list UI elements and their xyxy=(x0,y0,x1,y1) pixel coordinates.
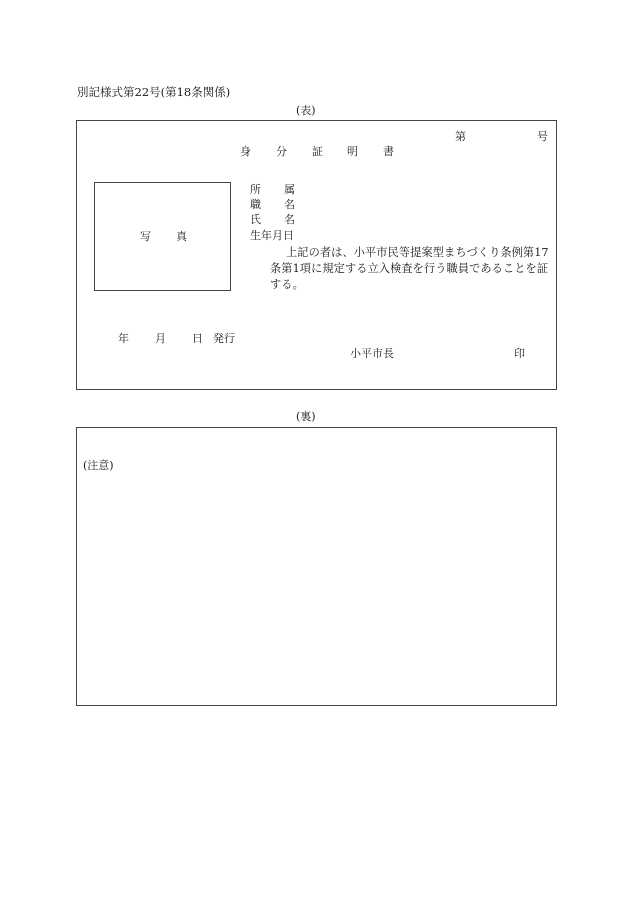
issue-date-char: 年 xyxy=(118,332,129,345)
back-section-label: (裏) xyxy=(296,410,316,423)
certification-statement xyxy=(270,245,552,293)
form-header: 別記様式第22号(第18条関係) xyxy=(77,85,231,99)
notes-label: (注意) xyxy=(83,459,114,472)
photo-placeholder xyxy=(94,182,231,291)
field-name-char: 氏 xyxy=(250,213,261,226)
photo-label-char: 真 xyxy=(176,230,187,243)
issuer-name: 小平市長 xyxy=(350,347,394,360)
photo-label-char: 写 xyxy=(140,230,151,243)
field-affiliation-char: 属 xyxy=(284,183,295,196)
card-title-char: 明 xyxy=(347,145,358,158)
issued-label: 発行 xyxy=(213,332,235,345)
number-go: 号 xyxy=(537,130,548,143)
field-birthdate-label: 生年月日 xyxy=(250,229,294,242)
issue-date-char: 日 xyxy=(192,332,203,345)
seal-mark: 印 xyxy=(514,347,525,360)
card-title-char: 分 xyxy=(276,145,287,158)
card-title-char: 書 xyxy=(383,145,394,158)
certification-statement-text: 上記の者は、小平市民等提案型まちづくり条例第17条第1項に規定する立入検査を行う職員であることを証する。 xyxy=(270,246,549,291)
card-title-char: 身 xyxy=(240,145,251,158)
field-position-char: 職 xyxy=(250,198,261,211)
field-name-char: 名 xyxy=(284,213,295,226)
issue-date-char: 月 xyxy=(155,332,166,345)
card-title-char: 証 xyxy=(312,145,323,158)
field-position-char: 名 xyxy=(284,198,295,211)
number-dai: 第 xyxy=(455,130,466,143)
field-affiliation-char: 所 xyxy=(250,183,261,196)
back-card xyxy=(76,427,557,706)
front-section-label: (表) xyxy=(296,104,316,117)
